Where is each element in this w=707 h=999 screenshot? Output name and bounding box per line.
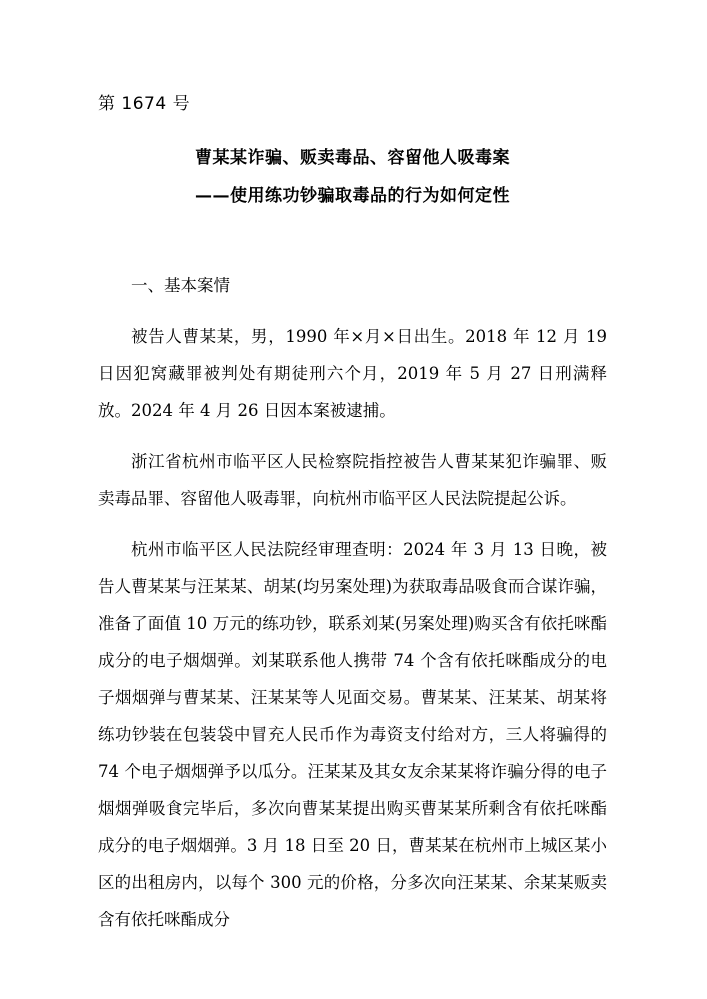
case-subtitle: ——使用练功钞骗取毒品的行为如何定性 (195, 186, 510, 206)
body-paragraph-defendant-info: 被告人曹某某，男，1990 年×月×日出生。2018 年 12 月 19 日因犯窝藏罪被判处有期徒刑六个月，2019 年 5 月 27 日刑满释放。2024 年 4 月 26 日因本案被逮捕。 (98, 327, 607, 420)
body-paragraph-prosecution: 浙江省杭州市临平区人民检察院指控被告人曹某某犯诈骗罪、贩卖毒品罪、容留他人吸毒罪，向杭州市临平区人民法院提起公诉。 (98, 452, 607, 508)
body-paragraph-court-findings: 杭州市临平区人民法院经审理查明：2024 年 3 月 13 日晚，被告人曹某某与汪某某、胡某(均另案处理)为获取毒品吸食而合谋诈骗，准备了面值 10 万元的练功钞，联系刘某(另案处理)购买含有依托咪酯成分的电子烟烟弹。刘某联系他人携带 74 个含有依托咪酯成分的电子烟烟弹与曹某某、汪某某等人见面交易。曹某某、汪某某、胡某将练功钞装在包装袋中冒充人民币作为毒资支付给对方，三人将骗得的 74 个电子烟烟弹予以瓜分。汪某某及其女友余某某将诈骗分得的电子烟烟弹吸食完毕后，多次向曹某某提出购买曹某某所剩含有依托咪酯成分的电子烟烟弹。3 月 18 日至 20 日，曹某某在杭州市上城区某小区的出租房内，以每个 300 元的价格，分多次向汪某某、余某某贩卖含有依托咪酯成分 (98, 540, 607, 929)
case-title: 曹某某诈骗、贩卖毒品、容留他人吸毒案 (195, 148, 510, 168)
section-heading-basic-facts: 一、基本案情 (131, 276, 230, 295)
case-guide-number: 第 1674 号 (98, 94, 191, 114)
